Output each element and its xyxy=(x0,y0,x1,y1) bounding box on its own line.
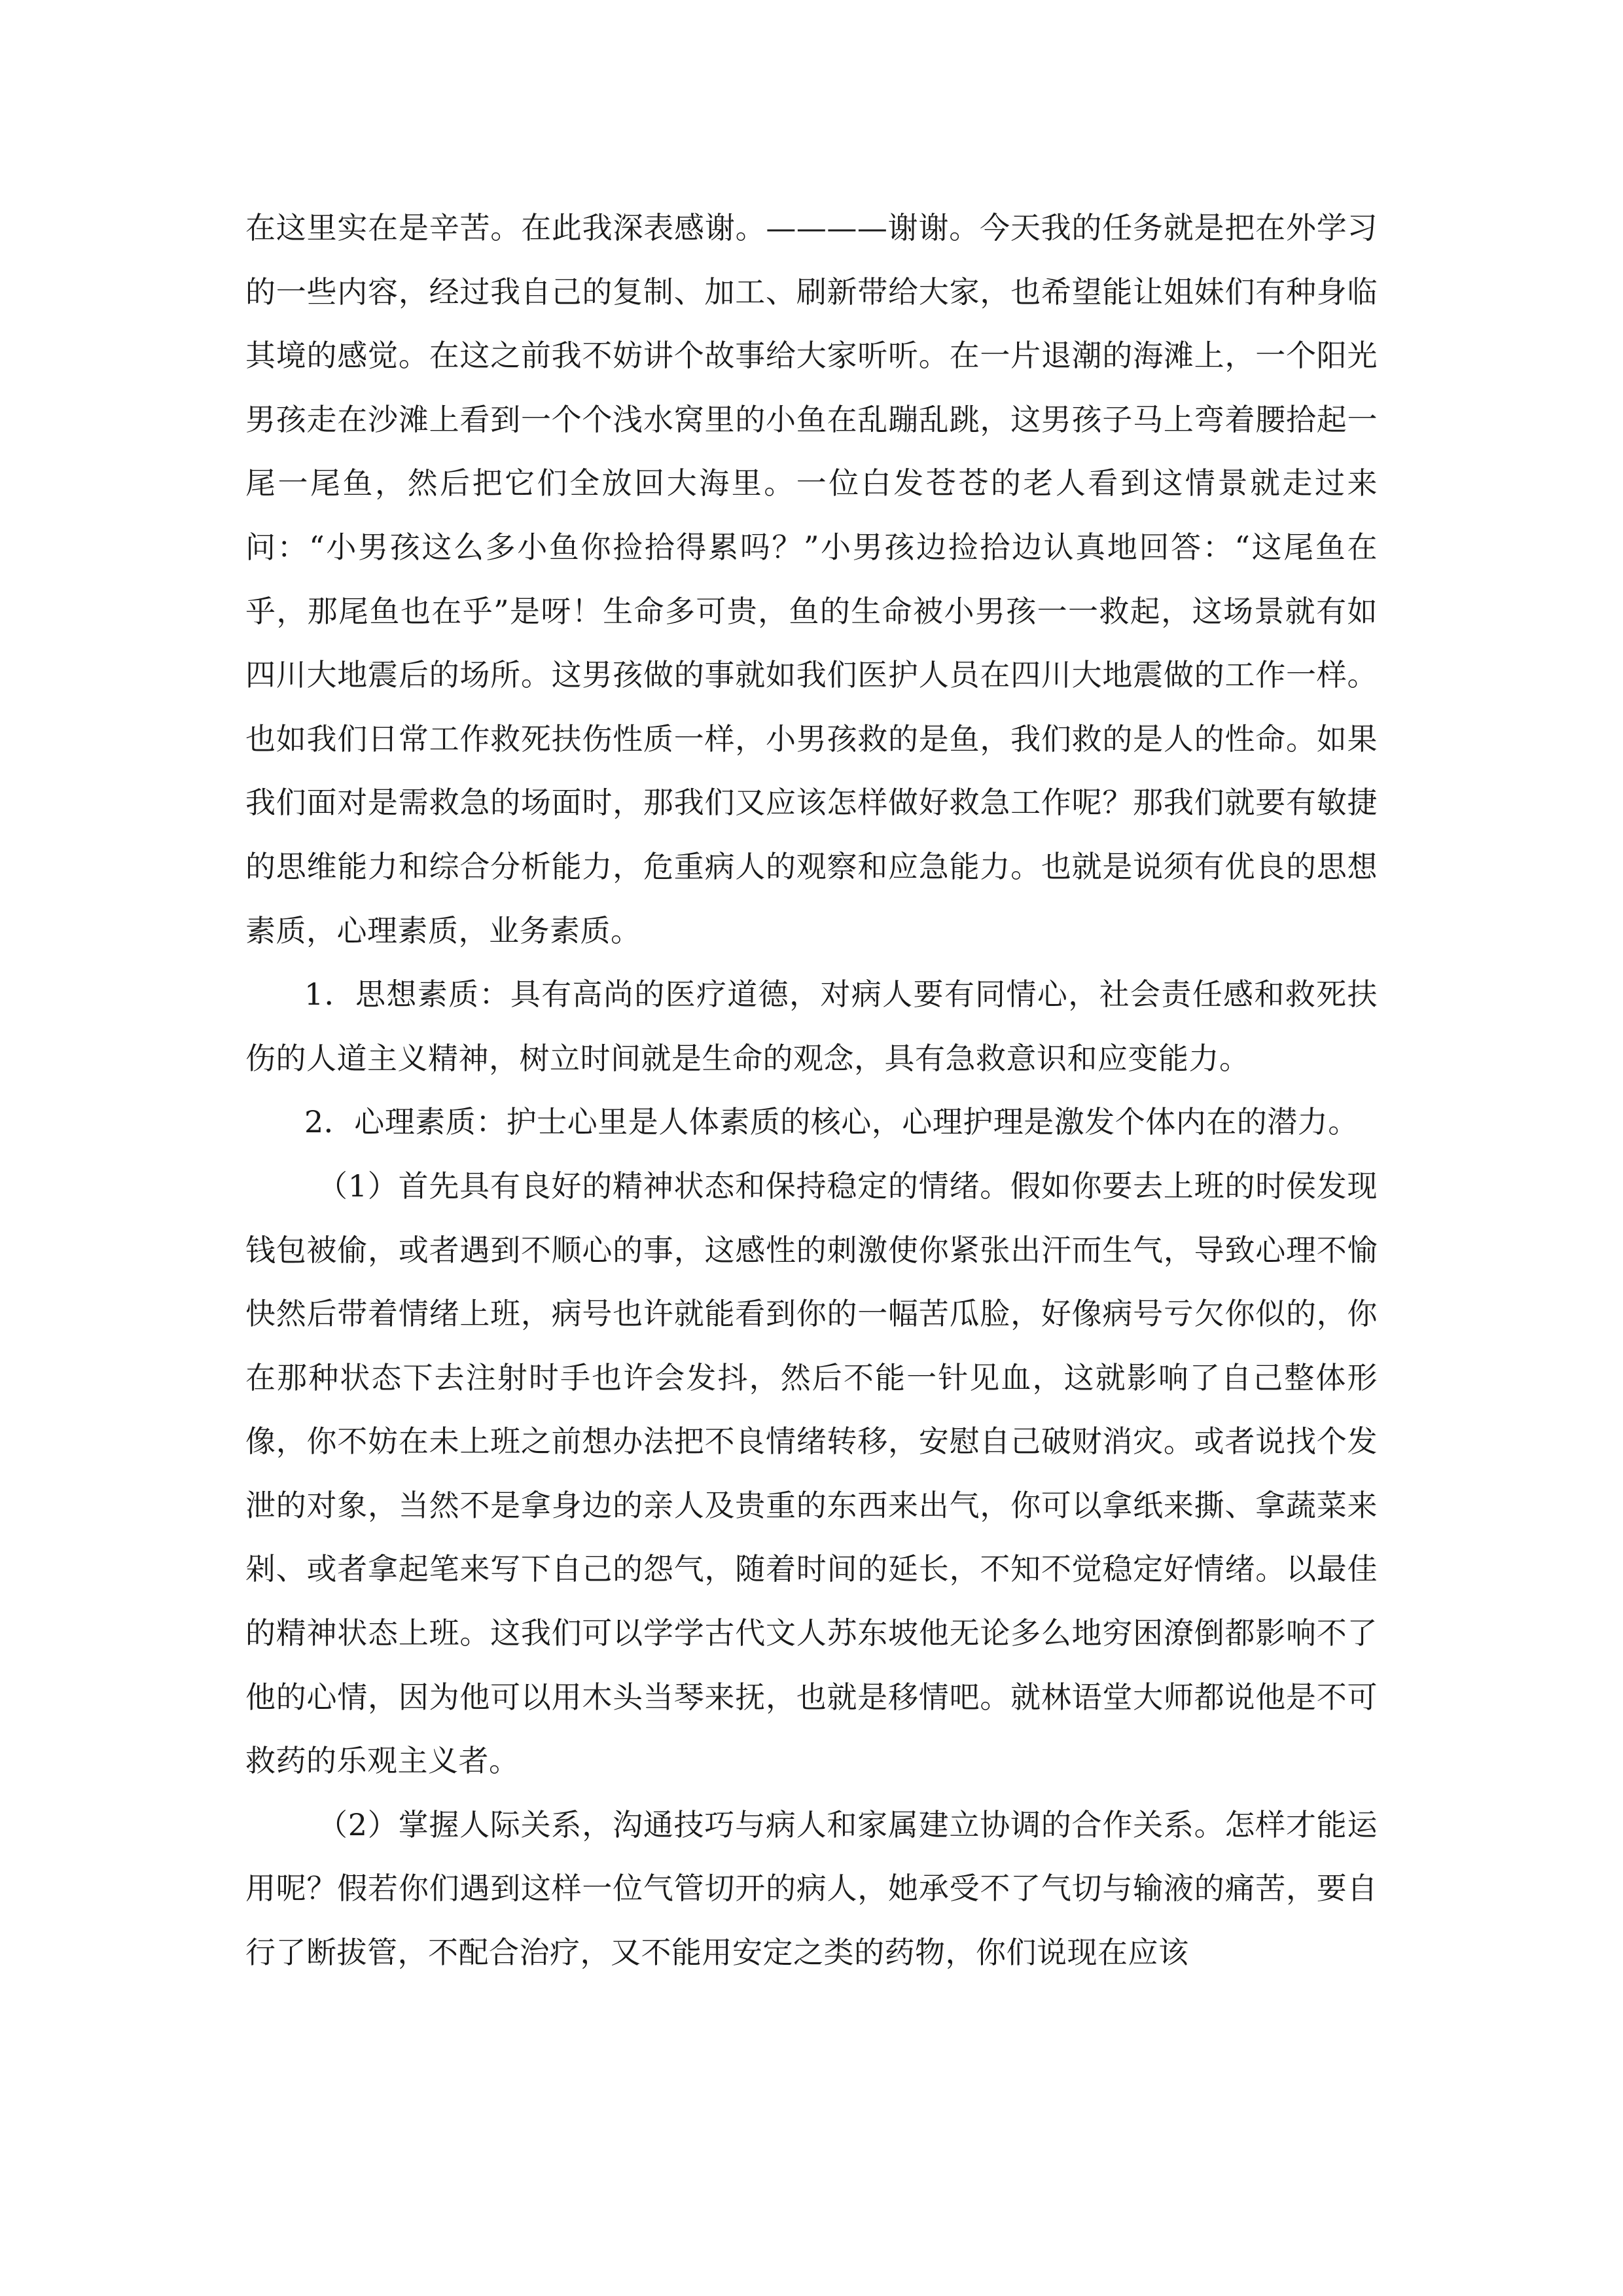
paragraph-item-1: 1．思想素质：具有高尚的医疗道德，对病人要有同情心，社会责任感和救死扶伤的人道主义精神，树立时间就是生命的观念，具有急救意识和应变能力。 xyxy=(245,977,1378,1076)
paragraph-intro: 在这里实在是辛苦。在此我深表感谢。————谢谢。今天我的任务就是把在外学习的一些内容，经过我自己的复制、加工、刷新带给大家，也希望能让姐妹们有种身临其境的感觉。在这之前我不妨讲个故事给大家听听。在一片退潮的海滩上，一个阳光男孩走在沙滩上看到一个个浅水窝里的小鱼在乱蹦乱跳，这男孩子马上弯着腰拾起一尾一尾鱼，然后把它们全放回大海里。一位白发苍苍的老人看到这情景就走过来问：“小男孩这么多小鱼你捡拾得累吗？”小男孩边捡拾边认真地回答：“这尾鱼在乎，那尾鱼也在乎”是呀！生命多可贵，鱼的生命被小男孩一一救起，这场景就有如四川大地震后的场所。这男孩做的事就如我们医护人员在四川大地震做的工作一样。也如我们日常工作救死扶伤性质一样，小男孩救的是鱼，我们救的是人的性命。如果我们面对是需救急的场面时，那我们又应该怎样做好救急工作呢？那我们就要有敏捷的思维能力和综合分析能力，危重病人的观察和应急能力。也就是说须有优良的思想素质，心理素质，业务素质。 xyxy=(245,210,1378,948)
paragraph-item-2: 2．心理素质：护士心里是人体素质的核心，心理护理是激发个体内在的潜力。 xyxy=(304,1104,1359,1140)
paragraph-sub-2: （2）掌握人际关系，沟通技巧与病人和家属建立协调的合作关系。怎样才能运用呢？假若你们遇到这样一位气管切开的病人，她承受不了气切与输液的痛苦，要自行了断拔管，不配合治疗，又不能用安定之类的药物，你们说现在应该 xyxy=(245,1806,1378,1971)
body-text xyxy=(245,196,1378,1985)
paragraph-sub-1: （1）首先具有良好的精神状态和保持稳定的情绪。假如你要去上班的时侯发现钱包被偷，或者遇到不顺心的事，这感性的刺激使你紧张出汗而生气，导致心理不愉快然后带着情绪上班，病号也许就能看到你的一幅苦瓜脸，好像病号亏欠你似的，你在那种状态下去注射时手也许会发抖，然后不能一针见血，这就影响了自己整体形像，你不妨在未上班之前想办法把不良情绪转移，安慰自己破财消灾。或者说找个发泄的对象，当然不是拿身边的亲人及贵重的东西来出气，你可以拿纸来撕、拿蔬菜来剁、或者拿起笔来写下自己的怨气，随着时间的延长，不知不觉稳定好情绪。以最佳的精神状态上班。这我们可以学学古代文人苏东坡他无论多么地穷困潦倒都影响不了他的心情，因为他可以用木头当琴来抚，也就是移情吧。就林语堂大师都说他是不可救药的乐观主义者。 xyxy=(245,1168,1378,1779)
